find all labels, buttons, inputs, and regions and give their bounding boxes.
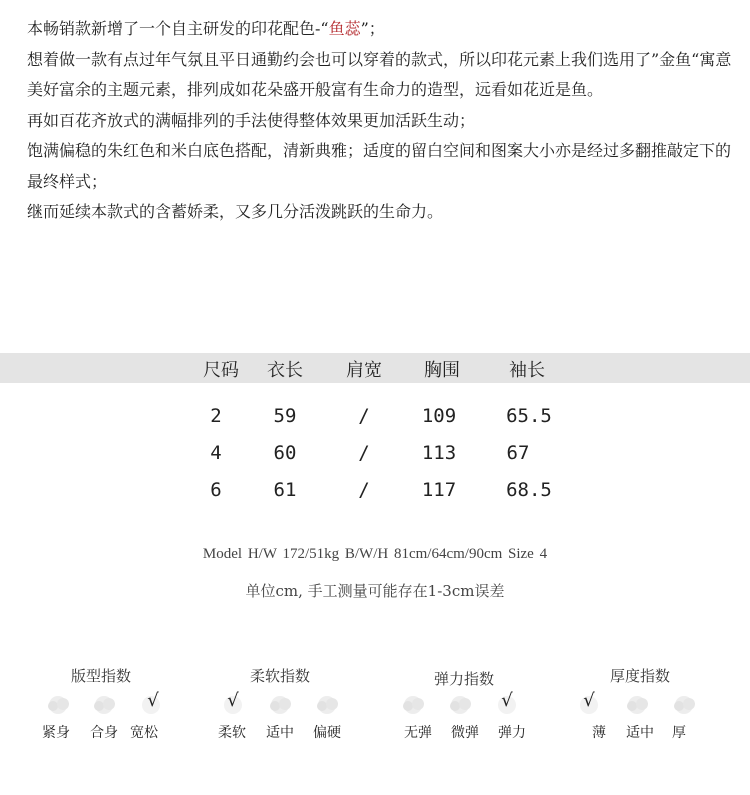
table-cell: 60 — [273, 442, 297, 464]
check-mark-icon: √ — [227, 690, 239, 711]
header-chest: 胸围 — [424, 360, 460, 381]
description-line-5: 继而延续本款式的含蓄娇柔，又多几分活泼跳跃的生命力。 — [27, 202, 444, 221]
cloud-bubble-icon — [402, 694, 424, 716]
index-option: 无弹 — [404, 725, 432, 741]
highlight-color-name: 鱼蕊 — [328, 19, 361, 38]
table-cell: / — [358, 442, 370, 464]
check-mark-icon: √ — [147, 690, 159, 711]
table-cell: 68.5 — [506, 479, 552, 501]
cloud-bubble-icon — [93, 694, 115, 716]
cloud-bubble-icon — [626, 694, 648, 716]
table-cell: 2 — [210, 405, 222, 427]
table-cell: 67 — [506, 442, 530, 464]
index-option: 适中 — [626, 725, 654, 741]
table-cell: 109 — [421, 405, 457, 427]
table-cell: 65.5 — [506, 405, 552, 427]
cloud-bubble-icon — [269, 694, 291, 716]
header-size: 尺码 — [203, 360, 239, 381]
index-option: 弹力 — [498, 725, 526, 741]
description-line-2: 想着做一款有点过年气氛且平日通勤约会也可以穿着的款式，所以印花元素上我们选用了”金鱼“寓意美好富余的主题元素，排列成如花朵盛开般富有生命力的造型，远看如花近是鱼。 — [27, 49, 732, 99]
table-cell: 113 — [421, 442, 457, 464]
index-title-thickness: 厚度指数 — [609, 667, 671, 685]
header-shoulder: 肩宽 — [346, 360, 382, 381]
index-option: 厚 — [672, 725, 686, 741]
check-mark-icon: √ — [501, 690, 513, 711]
index-title-fit: 版型指数 — [70, 667, 132, 685]
index-option: 柔软 — [218, 725, 246, 741]
header-length: 衣长 — [267, 360, 303, 381]
header-sleeve: 袖长 — [509, 360, 545, 381]
cloud-bubble-icon — [316, 694, 338, 716]
cloud-bubble-icon — [47, 694, 69, 716]
index-option: 适中 — [266, 725, 294, 741]
description-line-3: 再如百花齐放式的满幅排列的手法使得整体效果更加活跃生动； — [27, 110, 476, 130]
index-option: 合身 — [90, 725, 118, 741]
description-line-4: 饱满偏稳的朱红色和米白底色搭配，清新典雅；适度的留白空间和图案大小亦是经过多翻推敲定下的最终样式； — [27, 141, 732, 191]
index-title-elasticity: 弹力指数 — [433, 670, 495, 688]
index-option: 紧身 — [42, 725, 70, 741]
cloud-bubble-icon — [449, 694, 471, 716]
index-option: 宽松 — [130, 725, 158, 741]
table-cell: 59 — [273, 405, 297, 427]
table-cell: 6 — [210, 479, 222, 501]
measure-note: 单位cm, 手工测量可能存在1-3cm误差 — [245, 582, 505, 600]
table-cell: 4 — [210, 442, 222, 464]
table-cell: 61 — [273, 479, 297, 501]
model-info: Model H/W 172/51kg B/W/H 81cm/64cm/90cm Size 4 — [202, 546, 548, 562]
index-option: 薄 — [592, 725, 606, 741]
description-line-1: 本畅销款新增了一个自主研发的印花配色-“鱼蕊”； — [27, 19, 385, 38]
index-title-softness: 柔软指数 — [249, 667, 311, 685]
table-cell: / — [358, 479, 370, 501]
index-option: 微弹 — [451, 725, 479, 741]
index-option: 偏硬 — [313, 725, 341, 741]
table-cell: 117 — [421, 479, 457, 501]
product-description — [27, 14, 735, 228]
check-mark-icon: √ — [583, 690, 595, 711]
table-cell: / — [358, 405, 370, 427]
cloud-bubble-icon — [673, 694, 695, 716]
